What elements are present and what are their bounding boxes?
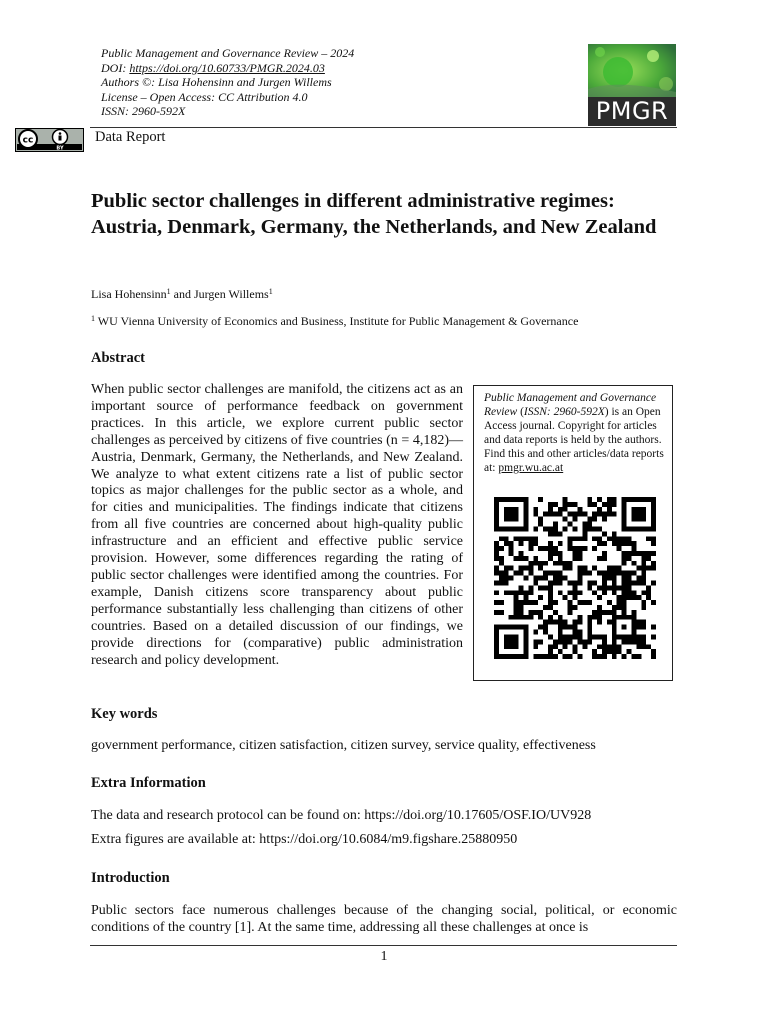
doi-label: DOI: [101, 60, 130, 75]
cc-badge-text: BY [56, 145, 64, 152]
svg-text:cc: cc [22, 135, 34, 146]
footer-divider [90, 945, 677, 946]
document-type: Data Report [95, 129, 166, 145]
author-list [91, 287, 273, 302]
article-title: Public sector challenges in different administrative regimes: Austria, Denmark, Germany, the Netherlands, and New Zealand [91, 190, 657, 238]
journal-website-link[interactable]: pmgr.wu.ac.at [498, 462, 564, 474]
journal-info-text [484, 391, 666, 475]
author-2: Jurgen Willems [193, 287, 269, 301]
qr-code[interactable] [494, 497, 656, 659]
logo-wordmark: PMGR [588, 97, 676, 126]
introduction-text: Public sectors face numerous challenges because of the changing social, political, or economic conditions of the country [1]. At the same time, addressing all these challenges at once is [91, 903, 677, 935]
affiliation-text: WU Vienna University of Economics and Business, Institute for Public Management & Governance [95, 314, 579, 328]
introduction-heading: Introduction [91, 870, 170, 886]
authors-copyright-line: Authors ©: Lisa Hohensinn and Jurgen Willems [101, 75, 332, 90]
abstract-text: When public sector challenges are manifold, the citizens act as an important source of performance feedback on government practices. In this article, we explore current public sector challenges as perceived by citizens of five countries (n = 4,182)—Austria, Denmark, Germany, the Netherlands, and New Zealand. We analyze to what extent citizens rate a list of public sector topics as major challenges for the public sector as a whole, and for cities and municipalities. The findings indicate that citizens from all five countries are concerned about high-quality public infrastructure and an efficient and effective public service provision. However, some differences regarding the rating of public sector challenges were identified among the countries. For example, Danish citizens score transparency about public performance substantially less challenging than citizens of other countries. Based on a detailed discussion of our findings, we provide directions for (comparative) public administration research and policy development. [91, 382, 463, 668]
article-metadata [101, 46, 571, 119]
journal-year-line: Public Management and Governance Review – 2024 [101, 46, 355, 60]
keywords-heading: Key words [91, 706, 158, 722]
affiliation-mark: 1 [91, 314, 95, 323]
license-line: License – Open Access: CC Attribution 4.0 [101, 89, 308, 104]
author-1-affiliation-mark: 1 [166, 287, 171, 296]
data-protocol-line: The data and research protocol can be found on: https://doi.org/10.17605/OSF.IO/UV928 [91, 808, 592, 823]
header-divider [90, 127, 677, 128]
page-number: 1 [380, 949, 388, 964]
journal-issn: ISSN: 2960-592X [523, 406, 605, 418]
doi-link[interactable]: https://doi.org/10.60733/PMGR.2024.03 [129, 60, 325, 75]
pmgr-logo [588, 44, 676, 126]
issn-paren-open: ( [517, 406, 524, 418]
author-1: Lisa Hohensinn [91, 287, 167, 301]
logo-image [588, 44, 676, 97]
journal-info-box [473, 385, 673, 681]
extra-figures-line: Extra figures are available at: https://doi.org/10.6084/m9.figshare.25880950 [91, 832, 518, 847]
journal-info-body: ) is an Open Access journal. Copyright for articles and data reports is held by the authors. Find this and other articles/data reports at: [484, 406, 664, 474]
extra-info-heading: Extra Information [91, 775, 206, 791]
doi-line [101, 61, 571, 76]
author-separator: and [170, 287, 194, 301]
cc-by-license-icon [15, 128, 84, 152]
abstract-heading: Abstract [91, 350, 145, 366]
journal-name: Public Management and Governance Review [484, 392, 657, 418]
affiliation [91, 314, 578, 329]
keywords-text: government performance, citizen satisfaction, citizen survey, service quality, effectiveness [91, 738, 596, 753]
author-2-affiliation-mark: 1 [268, 287, 273, 296]
issn-line: ISSN: 2960-592X [101, 104, 186, 119]
